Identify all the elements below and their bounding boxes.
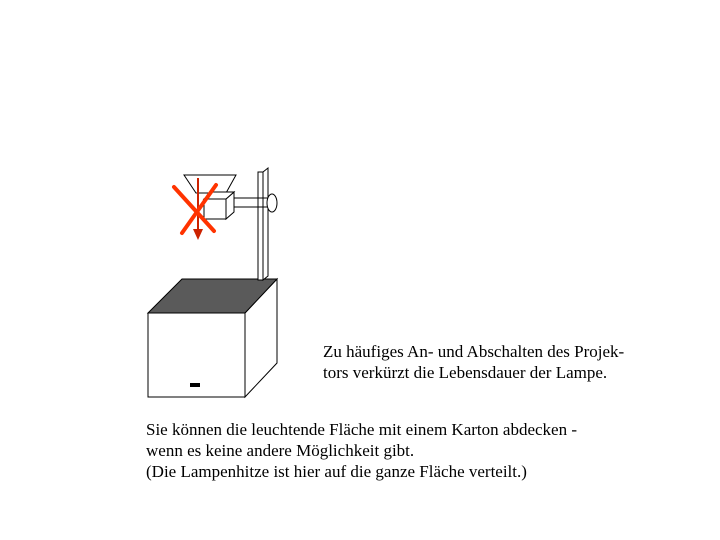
projection-head [184,175,236,219]
caption-bottom-line-1: Sie können die leuchtende Fläche mit einem Karton abdecken - [146,420,577,439]
caption-bottom-line-3: (Die Lampenhitze ist hier auf die ganze Fläche verteilt.) [146,462,527,481]
arm-column-side [263,168,268,280]
projector-arm [232,168,277,280]
arm-adjust-knob [267,194,277,212]
caption-bottom-line-2: wenn es keine andere Möglichkeit gibt. [146,441,415,460]
caption-top [323,341,624,383]
caption-top-line-2: tors verkürzt die Lebensdauer der Lampe. [323,363,608,382]
caption-bottom [146,419,577,482]
caption-top-line-1: Zu häufiges An- und Abschalten des Projek- [323,342,625,361]
projector-power-switch [190,383,200,387]
lens-box-front [204,199,226,219]
projector-base [148,279,277,397]
arm-column-front [258,172,263,280]
